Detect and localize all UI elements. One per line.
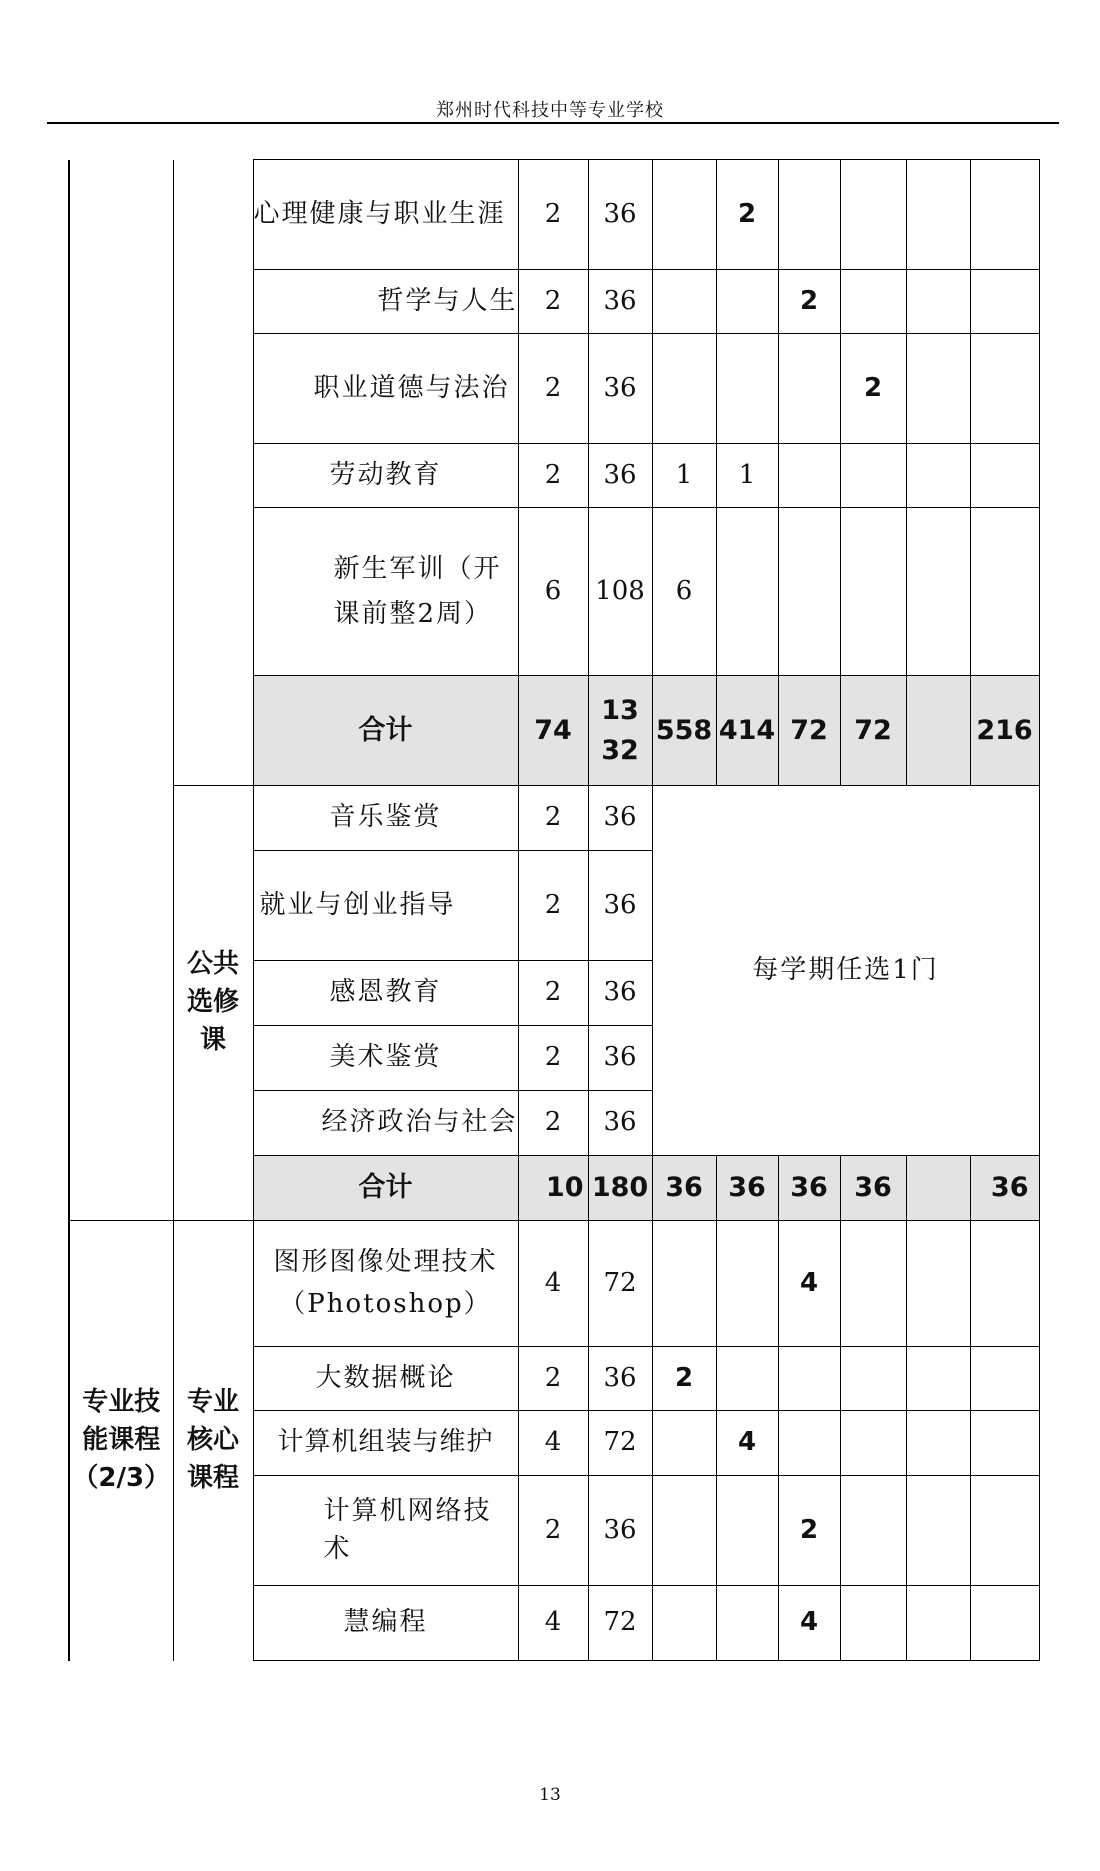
semester-3-cell bbox=[778, 334, 840, 444]
professional-subcategory-label: 专业核心课程 bbox=[173, 1221, 253, 1661]
semester-4-cell bbox=[840, 1411, 906, 1476]
hours-cell: 36 bbox=[588, 1476, 652, 1586]
hours-cell: 36 bbox=[588, 444, 652, 508]
page-number: 13 bbox=[539, 1785, 561, 1805]
semester-3-cell: 4 bbox=[778, 1586, 840, 1661]
semester-5-cell bbox=[906, 444, 970, 508]
semester-1-cell: 2 bbox=[652, 1347, 716, 1411]
credits-cell: 2 bbox=[518, 160, 588, 270]
semester-1-cell: 1 bbox=[652, 444, 716, 508]
total-semester-6: 216 bbox=[970, 676, 1039, 786]
semester-2-cell: 2 bbox=[716, 160, 778, 270]
semester-6-cell bbox=[970, 1411, 1039, 1476]
table-row bbox=[69, 786, 1039, 851]
course-name: 音乐鉴赏 bbox=[253, 786, 518, 851]
credits-cell: 2 bbox=[518, 1347, 588, 1411]
course-name: 就业与创业指导 bbox=[253, 851, 518, 961]
credits-cell: 4 bbox=[518, 1411, 588, 1476]
semester-3-cell bbox=[778, 444, 840, 508]
semester-6-cell bbox=[970, 1221, 1039, 1347]
semester-6-cell bbox=[970, 1476, 1039, 1586]
semester-5-cell bbox=[906, 508, 970, 676]
table-row bbox=[69, 1221, 1039, 1347]
course-name: 计算机网络技术 bbox=[253, 1476, 518, 1586]
semester-6-cell bbox=[970, 1347, 1039, 1411]
semester-6-cell bbox=[970, 444, 1039, 508]
credits-cell: 4 bbox=[518, 1586, 588, 1661]
semester-2-cell bbox=[716, 1476, 778, 1586]
semester-4-cell bbox=[840, 1476, 906, 1586]
hours-cell: 108 bbox=[588, 508, 652, 676]
total-credits: 74 bbox=[518, 676, 588, 786]
course-name: 大数据概论 bbox=[253, 1347, 518, 1411]
hours-cell: 36 bbox=[588, 334, 652, 444]
credits-cell: 4 bbox=[518, 1221, 588, 1347]
total-semester-5 bbox=[906, 676, 970, 786]
hours-cell: 36 bbox=[588, 851, 652, 961]
course-name: 图形图像处理技术（Photoshop） bbox=[253, 1221, 518, 1347]
course-name: 感恩教育 bbox=[253, 961, 518, 1026]
semester-2-cell: 1 bbox=[716, 444, 778, 508]
total-label: 合计 bbox=[253, 676, 518, 786]
semester-5-cell bbox=[906, 1476, 970, 1586]
hours-cell: 72 bbox=[588, 1411, 652, 1476]
total-semester-1: 36 bbox=[652, 1156, 716, 1221]
semester-3-cell bbox=[778, 1411, 840, 1476]
semester-1-cell bbox=[652, 1411, 716, 1476]
semester-5-cell bbox=[906, 1586, 970, 1661]
semester-4-cell bbox=[840, 1347, 906, 1411]
hours-cell: 72 bbox=[588, 1221, 652, 1347]
elective-note: 每学期任选1门 bbox=[652, 786, 1039, 1156]
semester-6-cell bbox=[970, 160, 1039, 270]
semester-1-cell: 6 bbox=[652, 508, 716, 676]
credits-cell: 2 bbox=[518, 270, 588, 334]
hours-cell: 36 bbox=[588, 1091, 652, 1156]
page-header: 郑州时代科技中等专业学校 bbox=[436, 100, 664, 121]
total-semester-6: 36 bbox=[970, 1156, 1039, 1221]
credits-cell: 2 bbox=[518, 334, 588, 444]
hours-cell: 36 bbox=[588, 786, 652, 851]
total-hours: 1332 bbox=[588, 676, 652, 786]
semester-2-cell: 4 bbox=[716, 1411, 778, 1476]
semester-3-cell: 2 bbox=[778, 1476, 840, 1586]
total-label: 合计 bbox=[253, 1156, 518, 1221]
semester-1-cell bbox=[652, 1221, 716, 1347]
semester-1-cell bbox=[652, 160, 716, 270]
semester-5-cell bbox=[906, 1347, 970, 1411]
course-name: 计算机组装与维护 bbox=[253, 1411, 518, 1476]
credits-cell: 2 bbox=[518, 444, 588, 508]
semester-2-cell bbox=[716, 1586, 778, 1661]
credits-cell: 2 bbox=[518, 1091, 588, 1156]
semester-2-cell bbox=[716, 1221, 778, 1347]
course-name: 慧编程 bbox=[253, 1586, 518, 1661]
course-name: 经济政治与社会 bbox=[253, 1091, 518, 1156]
hours-cell: 36 bbox=[588, 961, 652, 1026]
total-semester-4: 36 bbox=[840, 1156, 906, 1221]
course-name: 劳动教育 bbox=[253, 444, 518, 508]
semester-6-cell bbox=[970, 270, 1039, 334]
course-name: 职业道德与法治 bbox=[253, 334, 518, 444]
semester-5-cell bbox=[906, 270, 970, 334]
hours-cell: 36 bbox=[588, 1347, 652, 1411]
semester-5-cell bbox=[906, 160, 970, 270]
semester-2-cell bbox=[716, 334, 778, 444]
semester-6-cell bbox=[970, 334, 1039, 444]
semester-6-cell bbox=[970, 1586, 1039, 1661]
hours-cell: 36 bbox=[588, 160, 652, 270]
course-name: 哲学与人生 bbox=[253, 270, 518, 334]
semester-5-cell bbox=[906, 1411, 970, 1476]
total-semester-3: 72 bbox=[778, 676, 840, 786]
semester-3-cell: 4 bbox=[778, 1221, 840, 1347]
semester-2-cell bbox=[716, 508, 778, 676]
semester-4-cell bbox=[840, 1586, 906, 1661]
semester-3-cell bbox=[778, 508, 840, 676]
hours-cell: 36 bbox=[588, 270, 652, 334]
semester-4-cell bbox=[840, 444, 906, 508]
total-semester-5 bbox=[906, 1156, 970, 1221]
semester-1-cell bbox=[652, 270, 716, 334]
semester-1-cell bbox=[652, 1586, 716, 1661]
total-credits: 10 bbox=[518, 1156, 588, 1221]
total-semester-3: 36 bbox=[778, 1156, 840, 1221]
curriculum-table bbox=[68, 159, 1040, 1661]
semester-4-cell bbox=[840, 160, 906, 270]
total-hours: 180 bbox=[588, 1156, 652, 1221]
category-cell-continued bbox=[69, 786, 173, 1221]
course-name: 新生军训（开课前整2周） bbox=[253, 508, 518, 676]
semester-5-cell bbox=[906, 1221, 970, 1347]
credits-cell: 6 bbox=[518, 508, 588, 676]
credits-cell: 2 bbox=[518, 1476, 588, 1586]
credits-cell: 2 bbox=[518, 851, 588, 961]
total-semester-2: 414 bbox=[716, 676, 778, 786]
semester-4-cell bbox=[840, 508, 906, 676]
semester-2-cell bbox=[716, 270, 778, 334]
category-cell-continued bbox=[69, 160, 173, 786]
credits-cell: 2 bbox=[518, 961, 588, 1026]
semester-1-cell bbox=[652, 334, 716, 444]
total-semester-4: 72 bbox=[840, 676, 906, 786]
hours-cell: 36 bbox=[588, 1026, 652, 1091]
subcategory-cell-continued bbox=[173, 160, 253, 786]
semester-4-cell bbox=[840, 1221, 906, 1347]
semester-4-cell: 2 bbox=[840, 334, 906, 444]
credits-cell: 2 bbox=[518, 1026, 588, 1091]
semester-3-cell bbox=[778, 1347, 840, 1411]
semester-4-cell bbox=[840, 270, 906, 334]
semester-3-cell: 2 bbox=[778, 270, 840, 334]
hours-cell: 72 bbox=[588, 1586, 652, 1661]
total-semester-1: 558 bbox=[652, 676, 716, 786]
total-semester-2: 36 bbox=[716, 1156, 778, 1221]
semester-2-cell bbox=[716, 1347, 778, 1411]
semester-3-cell bbox=[778, 160, 840, 270]
header-rule bbox=[47, 122, 1059, 124]
course-name: 心理健康与职业生涯 bbox=[253, 160, 518, 270]
elective-category-label: 公共选修课 bbox=[173, 786, 253, 1221]
table-row bbox=[69, 160, 1039, 270]
semester-6-cell bbox=[970, 508, 1039, 676]
semester-1-cell bbox=[652, 1476, 716, 1586]
course-name: 美术鉴赏 bbox=[253, 1026, 518, 1091]
semester-5-cell bbox=[906, 334, 970, 444]
credits-cell: 2 bbox=[518, 786, 588, 851]
professional-category-label: 专业技能课程（2/3） bbox=[69, 1221, 173, 1661]
